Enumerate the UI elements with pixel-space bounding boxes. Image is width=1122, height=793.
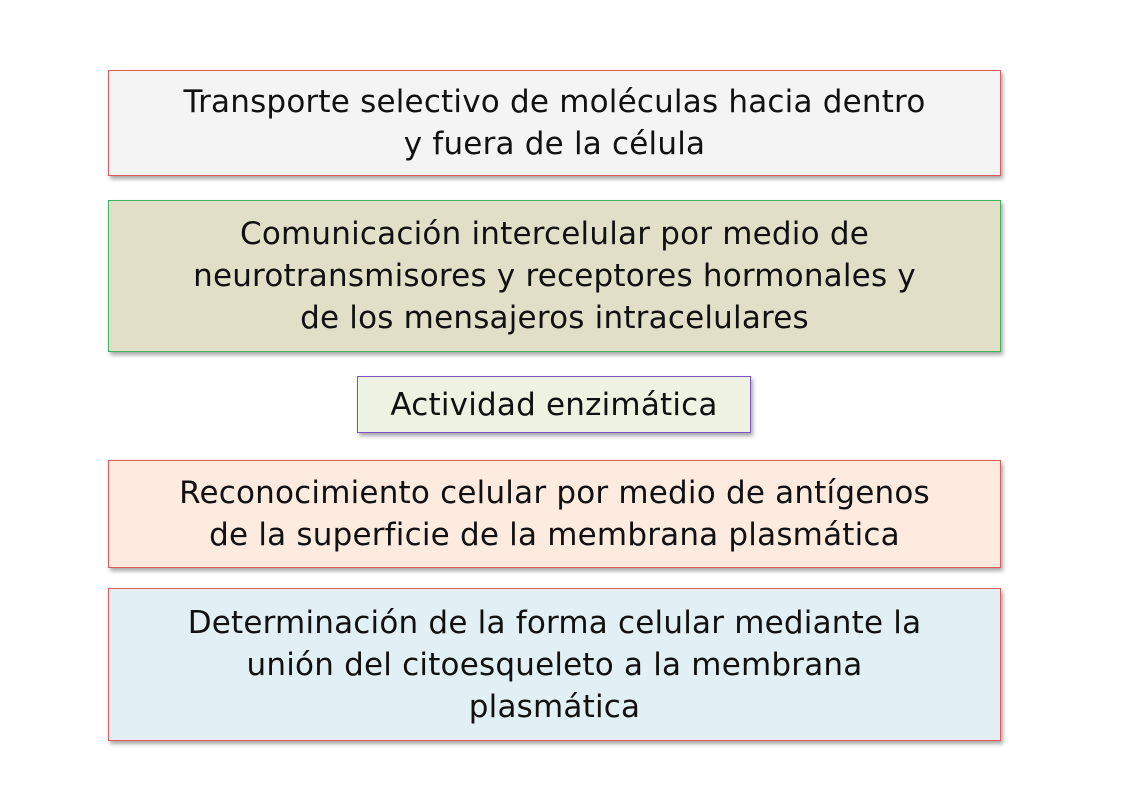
box-text-line: Reconocimiento celular por medio de antígenos — [179, 475, 930, 511]
box-text-line: Actividad enzimática — [390, 386, 718, 423]
box-reconocimiento-celular — [108, 460, 1001, 568]
box-text-line: neurotransmisores y receptores hormonales y — [193, 258, 916, 294]
box-text — [184, 81, 926, 165]
box-transporte-selectivo — [108, 70, 1001, 176]
box-text — [193, 213, 916, 339]
box-text-line: de la superficie de la membrana plasmática — [209, 517, 900, 553]
box-text-line: unión del citoesqueleto a la membrana — [246, 646, 863, 683]
box-text-line: Transporte selectivo de moléculas hacia dentro — [183, 84, 926, 120]
box-actividad-enzimatica — [357, 376, 751, 433]
box-text-line: Comunicación intercelular por medio de — [240, 216, 869, 252]
box-text-line: de los mensajeros intracelulares — [300, 300, 809, 336]
box-text — [390, 384, 717, 426]
box-forma-celular — [108, 588, 1001, 741]
box-text-line: plasmática — [468, 688, 641, 725]
box-text — [179, 472, 930, 556]
box-text-line: Determinación de la forma celular mediante la — [187, 604, 922, 641]
box-comunicacion-intercelular — [108, 200, 1001, 352]
box-text-line: y fuera de la célula — [403, 126, 706, 162]
box-text — [188, 602, 922, 728]
